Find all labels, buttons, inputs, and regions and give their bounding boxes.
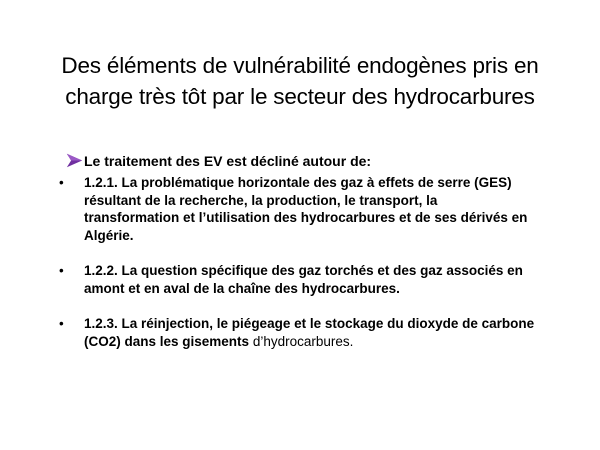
purple-arrow-bullet-icon [66, 152, 83, 169]
bullet-item-3 [66, 315, 536, 350]
bullet-list [66, 174, 536, 350]
slide-title: Des éléments de vulnérabilité endogènes pris en charge très tôt par le secteur des hydrocarbures [61, 53, 539, 109]
bullet-3-normal-text: d’hydrocarbures. [249, 333, 354, 349]
bullet-item-2 [66, 262, 536, 297]
intro-text: Le traitement des EV est décliné autour de: [84, 153, 372, 169]
bullet-item-1 [66, 174, 536, 244]
bullet-2-bold-text: 1.2.2. La question spécifique des gaz torchés et des gaz associés en amont et en aval de la chaîne des hydrocarbures. [84, 263, 523, 296]
bullet-1-bold-text: 1.2.1. La problématique horizontale des gaz à effets de serre (GES) résultant de la recherche, la production, le transport, la transformation et l’utilisation des hydrocarbures et de ses dérivés en Algérie. [84, 175, 528, 243]
slide-content [66, 152, 536, 368]
intro-line [66, 152, 536, 170]
bullet-3-bold-text: 1.2.3. La réinjection, le piégeage et le stockage du dioxyde de carbone (CO2) dans les gisements [84, 316, 535, 349]
